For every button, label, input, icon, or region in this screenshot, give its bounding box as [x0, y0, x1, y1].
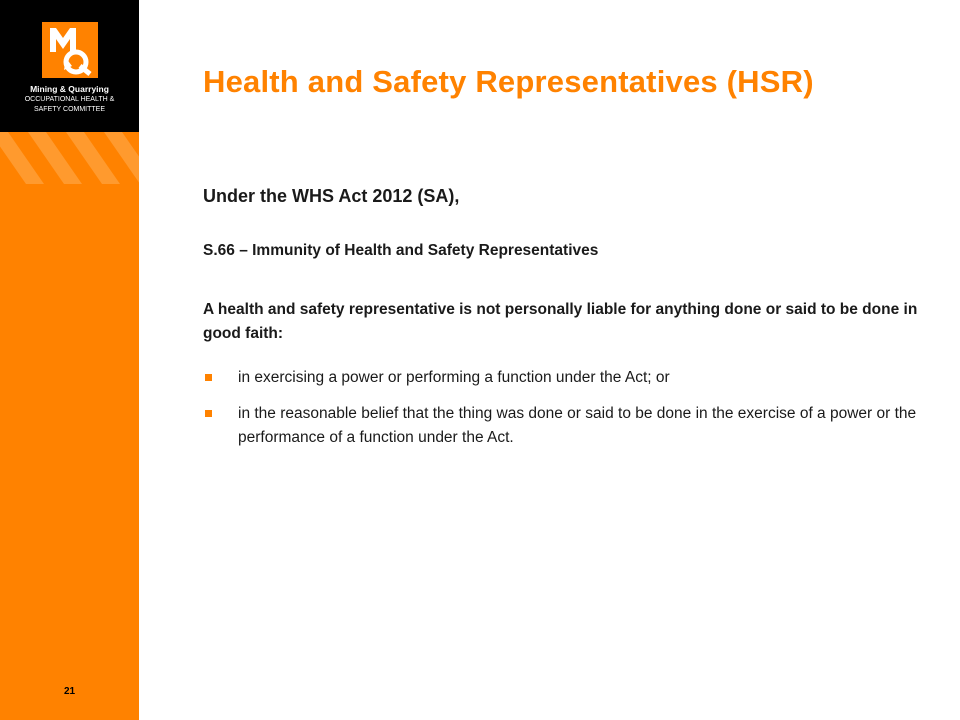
bullet-text: in the reasonable belief that the thing was done or said to be done in the exercise of a power or the performance of a function under the Act.: [238, 405, 917, 446]
bullet-list: [203, 366, 923, 462]
immunity-statement: A health and safety representative is not personally liable for anything done or said to be done in good faith:: [203, 301, 918, 342]
section-heading: S.66 – Immunity of Health and Safety Representatives: [203, 242, 599, 259]
slide-subtitle: Under the WHS Act 2012 (SA),: [203, 186, 460, 206]
square-bullet-icon: [205, 410, 212, 417]
bullet-text: in exercising a power or performing a function under the Act; or: [238, 369, 670, 386]
slide-title: Health and Safety Representatives (HSR): [203, 64, 814, 99]
decorative-stripes: [0, 132, 139, 184]
logo-text-line2: OCCUPATIONAL HEALTH &: [24, 96, 115, 103]
square-bullet-icon: [205, 374, 212, 381]
logo-text-name: Mining & Quarrying: [30, 84, 109, 94]
logo-text-line3: SAFETY COMMITTEE: [33, 106, 106, 113]
logo: [0, 0, 139, 132]
bullet-item: [203, 402, 923, 450]
mq-logo-icon: [42, 22, 98, 78]
bullet-item: [203, 366, 923, 390]
page-number: 21: [63, 686, 76, 697]
sidebar: [0, 0, 139, 720]
